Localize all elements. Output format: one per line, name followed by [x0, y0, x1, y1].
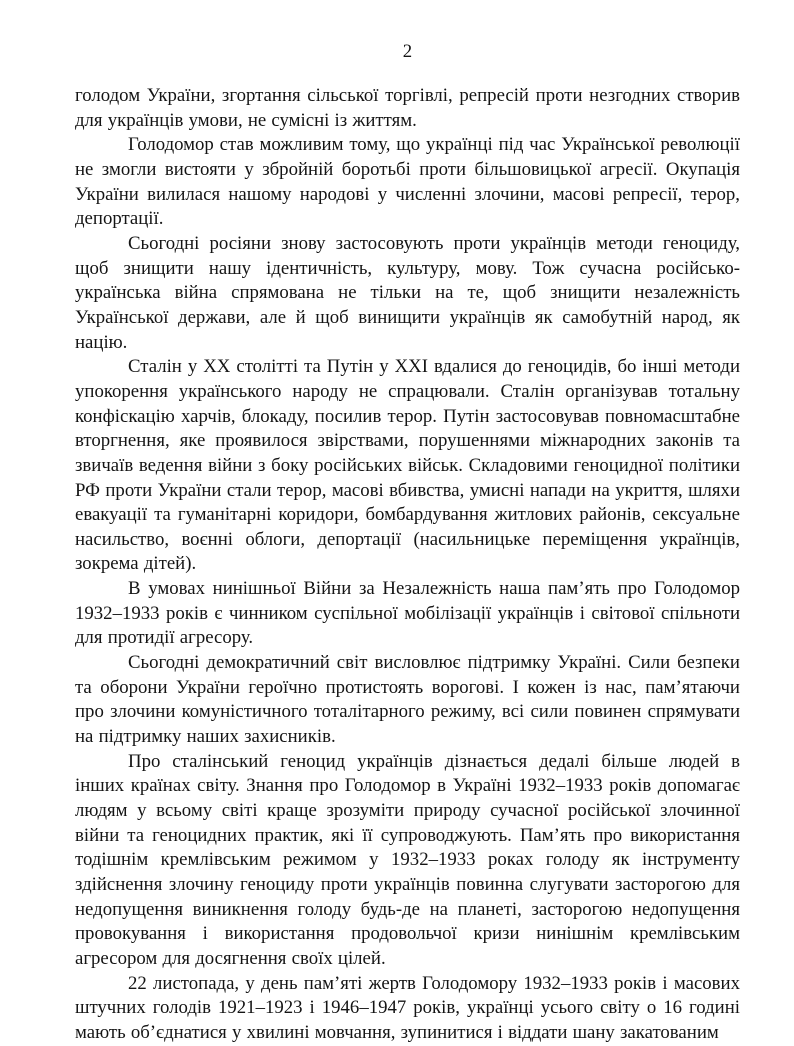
paragraph: В умовах нинішньої Війни за Незалежність наша пам’ять про Голодомор 1932–1933 років є чинником суспільної мобілізації українців і світової спільноти для протидії агресору. — [75, 578, 740, 649]
paragraph: Голодомор став можливим тому, що українці під час Української революції не змогли вистояти у збройній боротьбі проти більшовицької агресії. Окупація України вилилася нашому народові у численні злочини, масові репресії, терор, депортації. — [75, 134, 740, 230]
paragraph: Сталін у XX столітті та Путін у XXI вдалися до геноцидів, бо інші методи упокорення українського народу не спрацювали. Сталін організував тотальну конфіскацію харчів, блокаду, посилив терор. Путін застосовував повномасштабне вторгнення, яке проявилося звірствами, порушеннями міжнародних законів та звичаїв ведення війни з боку російських військ. Складовими геноцидної політики РФ проти України стали терор, масові вбивства, умисні напади на укриття, шляхи евакуації та гуманітарні коридори, бомбардування житлових районів, сексуальне насильство, воєнні облоги, депортації (насильницьке переміщення українців, зокрема дітей). — [75, 356, 740, 575]
document-body — [75, 84, 740, 1046]
paragraph: 22 листопада, у день пам’яті жертв Голодомору 1932–1933 років і масових штучних голодів 1921–1923 і 1946–1947 років, українці усього світу о 16 годині мають об’єднатися у хвилині мовчання, зупинитися і віддати шану закатованим — [75, 972, 740, 1043]
page-number: 2 — [402, 41, 413, 62]
paragraph: Сьогодні росіяни знову застосовують проти українців методи геноциду, щоб знищити нашу ідентичність, культуру, мову. Тож сучасна російсько-українська війна спрямована не тільки на те, щоб знищити незалежність Української держави, але й щоб винищити українців як самобутній народ, як націю. — [75, 232, 740, 353]
paragraph-continuation: голодом України, згортання сільської торгівлі, репресій проти незгодних створив для українців умови, не сумісні із життям. — [75, 85, 740, 131]
paragraph: Про сталінський геноцид українців дізнається дедалі більше людей в інших країнах світу. Знання про Голодомор в Україні 1932–1933 років допомагає людям у всьому світі краще зрозуміти природу сучасної російської злочинної війни та геноцидних практик, які її супроводжують. Пам’ять про використання тодішнім кремлівським режимом у 1932–1933 роках голоду як інструменту здійснення злочину геноциду проти українців повинна слугувати засторогою для недопущення виникнення голоду будь-де на планеті, засторогою недопущення провокування і використання продовольчої кризи нинішнім кремлівським агресором для досягнення своїх цілей. — [75, 750, 740, 969]
paragraph: Сьогодні демократичний світ висловлює підтримку Україні. Сили безпеки та оборони України героїчно протистоять ворогові. І кожен із нас, пам’ятаючи про злочини комуністичного тоталітарного режиму, всі сили повинен спрямувати на підтримку наших захисників. — [75, 652, 740, 748]
